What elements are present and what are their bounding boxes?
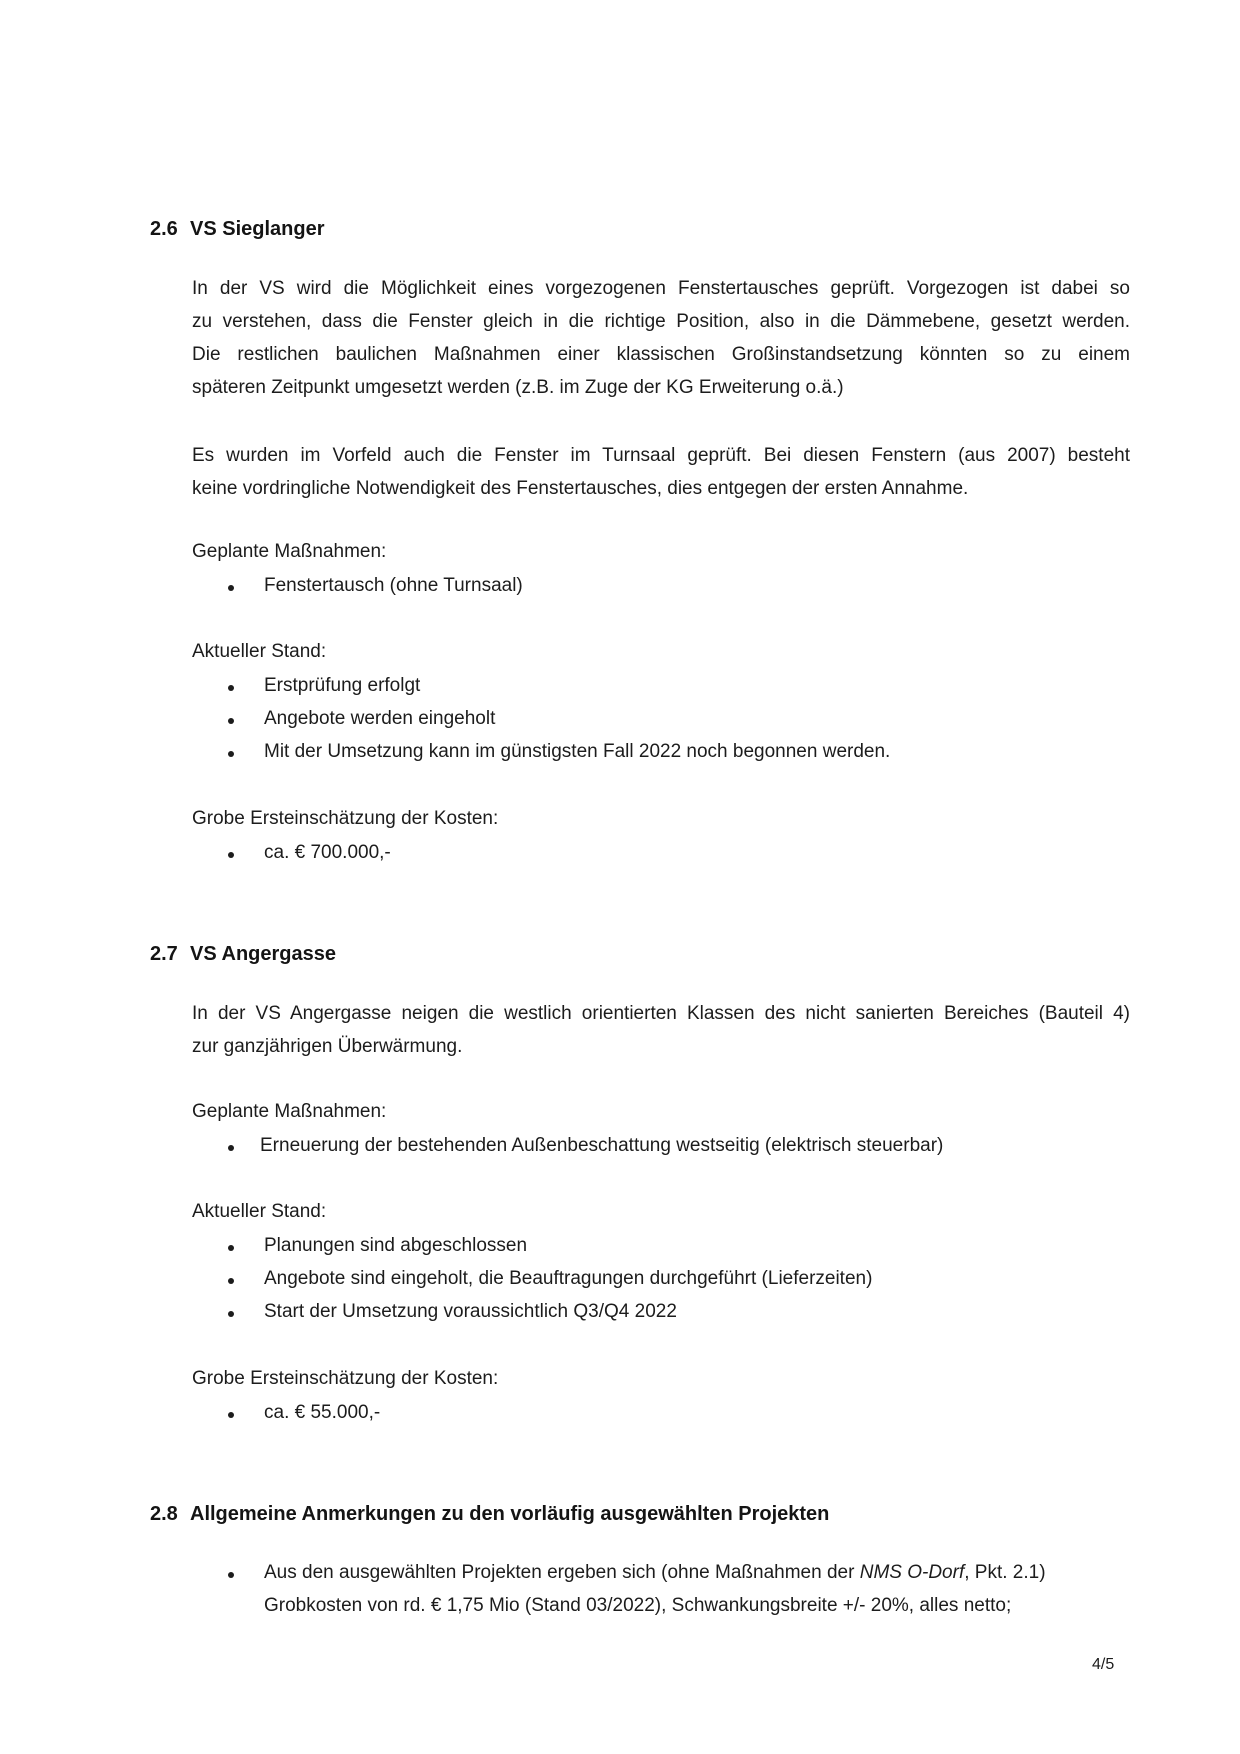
- bullet-icon: [228, 751, 234, 757]
- bullet-icon: [228, 585, 234, 591]
- bullet-icon: [228, 1572, 234, 1578]
- list-item: Angebote sind eingeholt, die Beauftragungen durchgeführt (Lieferzeiten): [224, 1268, 872, 1290]
- section-number: 2.7: [150, 943, 178, 965]
- bullet-icon: [228, 1278, 234, 1284]
- list-item: ca. € 55.000,-: [224, 1402, 380, 1424]
- bullet-icon: [228, 1412, 234, 1418]
- paragraph-2-7-intro: [192, 997, 1130, 1063]
- current-status-label: Aktueller Stand:: [192, 641, 327, 662]
- section-title: Allgemeine Anmerkungen zu den vorläufig ausgewählten Projekten: [190, 1503, 830, 1525]
- section-heading-2-8: [150, 1503, 829, 1526]
- bullet-icon: [228, 1145, 234, 1151]
- bullet-icon: [228, 685, 234, 691]
- cost-estimate-label: Grobe Ersteinschätzung der Kosten:: [192, 808, 499, 829]
- cost-estimate-label: Grobe Ersteinschätzung der Kosten:: [192, 1368, 499, 1389]
- paragraph-line: Es wurden im Vorfeld auch die Fenster im Turnsaal geprüft. Bei diesen Fenstern (aus 2007) besteht: [192, 445, 1130, 466]
- bullet-text-post: , Pkt. 2.1): [964, 1562, 1046, 1583]
- bullet-icon: [228, 1245, 234, 1251]
- paragraph-line: keine vordringliche Notwendigkeit des Fenstertausches, dies entgegen der ersten Annahme.: [192, 478, 969, 499]
- list-item: Erneuerung der bestehenden Außenbeschattung westseitig (elektrisch steuerbar): [224, 1135, 943, 1157]
- bullet-icon: [228, 718, 234, 724]
- paragraph-2-6-intro: [192, 272, 1130, 404]
- list-item: Angebote werden eingeholt: [224, 708, 495, 730]
- list-item: Start der Umsetzung voraussichtlich Q3/Q4 2022: [224, 1301, 677, 1323]
- section-number: 2.8: [150, 1503, 178, 1525]
- list-item-continuation: Grobkosten von rd. € 1,75 Mio (Stand 03/2022), Schwankungsbreite +/- 20%, alles netto;: [264, 1595, 1012, 1616]
- paragraph-line: Die restlichen baulichen Maßnahmen einer klassischen Großinstandsetzung könnten so zu einem: [192, 344, 1130, 365]
- section-title: VS Angergasse: [190, 943, 336, 965]
- list-item: Erstprüfung erfolgt: [224, 675, 420, 697]
- bullet-text-emphasis: NMS O-Dorf: [859, 1562, 965, 1583]
- bullet-text-pre: Aus den ausgewählten Projekten ergeben sich (ohne Maßnahmen der: [264, 1562, 860, 1583]
- bullet-icon: [228, 1311, 234, 1317]
- list-item: Mit der Umsetzung kann im günstigsten Fall 2022 noch begonnen werden.: [224, 741, 890, 763]
- paragraph-line: In der VS wird die Möglichkeit eines vorgezogenen Fenstertausches geprüft. Vorgezogen ist dabei so: [192, 278, 1130, 299]
- paragraph-line: zur ganzjährigen Überwärmung.: [192, 1036, 463, 1057]
- paragraph-line: späteren Zeitpunkt umgesetzt werden (z.B. im Zuge der KG Erweiterung o.ä.): [192, 377, 844, 398]
- section-heading-2-7: [150, 943, 336, 966]
- bullet-icon: [228, 852, 234, 858]
- paragraph-line: zu verstehen, dass die Fenster gleich in die richtige Position, also in die Dämmebene, gesetzt werden.: [192, 311, 1130, 332]
- list-item: ca. € 700.000,-: [224, 842, 391, 864]
- section-title: VS Sieglanger: [190, 218, 325, 240]
- current-status-label: Aktueller Stand:: [192, 1201, 327, 1222]
- paragraph-line: In der VS Angergasse neigen die westlich orientierten Klassen des nicht sanierten Bereiches (Bauteil 4): [192, 1003, 1130, 1024]
- list-item: [224, 1562, 1046, 1584]
- page-number: 4/5: [1092, 1656, 1115, 1673]
- list-item: Fenstertausch (ohne Turnsaal): [224, 575, 523, 597]
- paragraph-2-6-turnsaal: [192, 439, 1130, 505]
- section-number: 2.6: [150, 218, 178, 240]
- planned-measures-label: Geplante Maßnahmen:: [192, 1101, 387, 1122]
- planned-measures-label: Geplante Maßnahmen:: [192, 541, 387, 562]
- section-heading-2-6: [150, 218, 325, 241]
- list-item: Planungen sind abgeschlossen: [224, 1235, 527, 1257]
